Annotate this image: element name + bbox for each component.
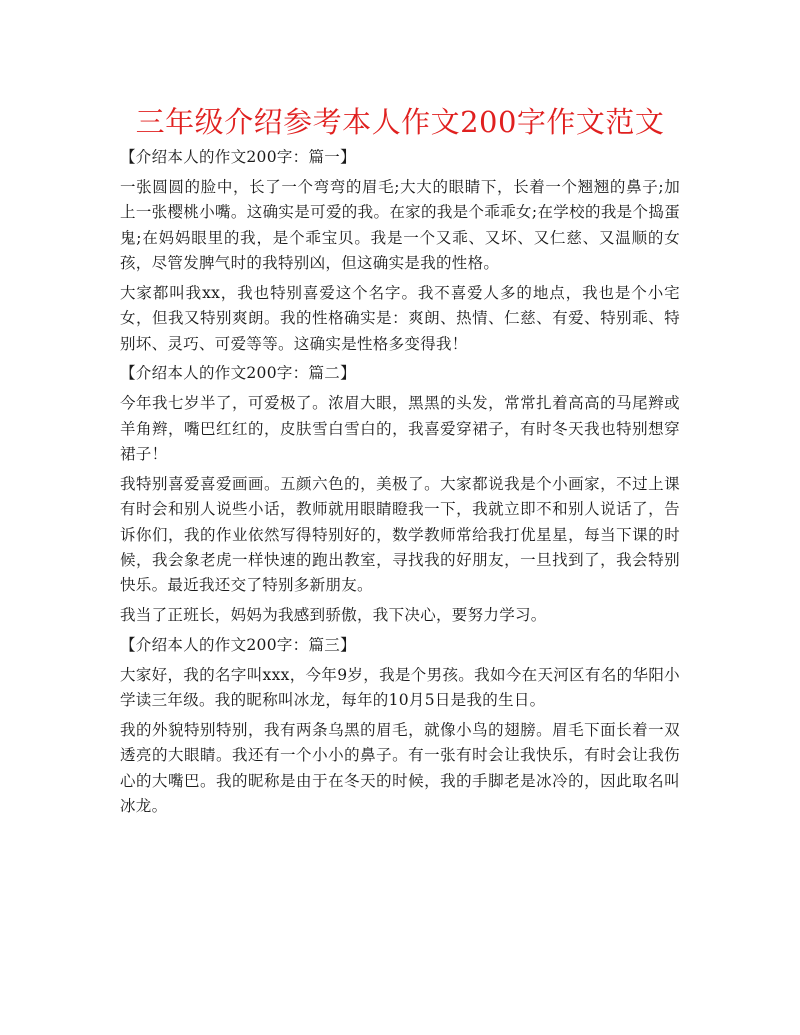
paragraph: 一张圆圆的脸中，长了一个弯弯的眉毛;大大的眼睛下，长着一个翘翘的鼻子;加上一张樱桃小嘴。这确实是可爱的我。在家的我是个乖乖女;在学校的我是个捣蛋鬼;在妈妈眼里的我，是个乖宝贝。我是一个又乖、又坏、又仁慈、又温顺的女孩，尽管发脾气时的我特别凶，但这确实是我的性格。 bbox=[120, 177, 680, 273]
paragraph: 我当了正班长，妈妈为我感到骄傲，我下决心，要努力学习。 bbox=[120, 606, 547, 625]
paragraph: 我的外貌特别特别，我有两条乌黑的眉毛，就像小鸟的翅膀。眉毛下面长着一双透亮的大眼睛。我还有一个小小的鼻子。有一张有时会让我快乐，有时会让我伤心的大嘴巴。我的昵称是由于在冬天的时候，我的手脚老是冰冷的，因此取名叫冰龙。 bbox=[120, 721, 680, 816]
document-title: 三年级介绍参考本人作文200字作文范文 bbox=[135, 105, 665, 139]
paragraph: 大家都叫我xx，我也特别喜爱这个名字。我不喜爱人多的地点，我也是个小宅女，但我又特别爽朗。我的性格确实是：爽朗、热情、仁慈、有爱、特别乖、特别坏、灵巧、可爱等等。这确实是性格多变得我！ bbox=[120, 283, 680, 353]
paragraph: 今年我七岁半了，可爱极了。浓眉大眼，黑黑的头发，常常扎着高高的马尾辫或羊角辫，嘴巴红红的，皮肤雪白雪白的，我喜爱穿裙子，有时冬天我也特别想穿裙子！ bbox=[120, 394, 680, 464]
document-body bbox=[120, 145, 680, 824]
section-heading-3: 【介绍本人的作文200字：篇三】 bbox=[120, 636, 356, 655]
paragraph: 大家好，我的名字叫xxx，今年9岁，我是个男孩。我如今在天河区有名的华阳小学读三年级。我的昵称叫冰龙，每年的10月5日是我的生日。 bbox=[120, 665, 680, 710]
section-heading-1: 【介绍本人的作文200字：篇一】 bbox=[120, 148, 356, 166]
paragraph: 我特别喜爱喜爱画画。五颜六色的，美极了。大家都说我是个小画家，不过上课有时会和别人说些小话，教师就用眼睛瞪我一下，我就立即不和别人说话了，告诉你们，我的作业依然写得特别好的，数学教师常给我打优星星，每当下课的时候，我会象老虎一样快速的跑出教室，寻找我的好朋友，一旦找到了，我会特别快乐。最近我还交了特别多新朋友。 bbox=[120, 474, 680, 595]
section-heading-2: 【介绍本人的作文200字：篇二】 bbox=[120, 364, 356, 383]
